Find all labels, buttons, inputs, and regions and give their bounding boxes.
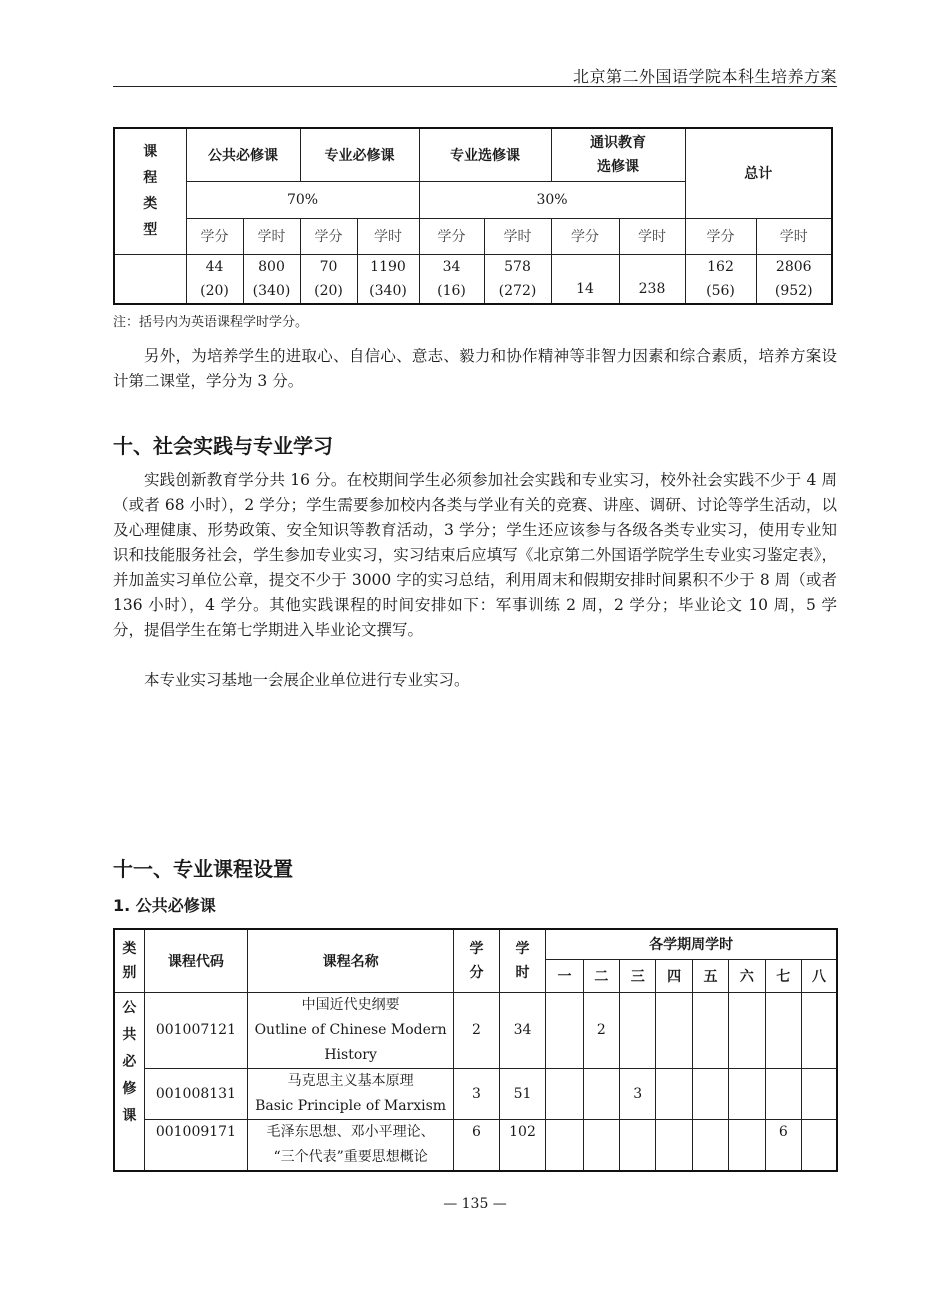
second-classroom-paragraph: 另外，为培养学生的进取心、自信心、意志、毅力和协作精神等非智力因素和综合素质，培养方案设计第二课堂，学分为 3 分。: [113, 347, 837, 390]
general-elective-hours: 238: [619, 254, 685, 304]
semester-hours: [620, 1119, 656, 1171]
semester-hours: [729, 992, 765, 1068]
credit-summary-table: [113, 127, 833, 305]
course-credits: 3: [454, 1068, 500, 1119]
semester-hours: [692, 992, 728, 1068]
semester-hours: [802, 1068, 838, 1119]
major-required-hours: 1190 (340): [357, 254, 419, 304]
credit-label: 学分: [186, 218, 243, 254]
total-hours: 2806 (952): [756, 254, 832, 304]
header-rule: [113, 86, 837, 87]
internship-base-paragraph: 本专业实习基地一会展企业单位进行专业实习。: [144, 671, 470, 689]
semester-hours: [620, 992, 656, 1068]
semester-hours: [583, 1119, 619, 1171]
general-elective-header: 通识教育 选修课: [551, 128, 685, 181]
course-name: 马克思主义基本原理 Basic Principle of Marxism: [247, 1068, 453, 1119]
semester-hours: [656, 992, 692, 1068]
semester-hours: [765, 992, 801, 1068]
semester-hours: [546, 992, 583, 1068]
values-row-header: [114, 254, 186, 304]
semester-header: 六: [729, 959, 765, 992]
credit-label: 学分: [419, 218, 484, 254]
course-name: 毛泽东思想、邓小平理论、 “三个代表”重要思想概论: [247, 1119, 453, 1171]
course-code: 001007121: [144, 992, 247, 1068]
semester-header: 一: [546, 959, 583, 992]
course-hours: 51: [499, 1068, 546, 1119]
public-required-hours: 800 (340): [243, 254, 300, 304]
public-required-credit: 44 (20): [186, 254, 243, 304]
semester-hours: [802, 992, 838, 1068]
required-percent: 70%: [186, 181, 419, 218]
hours-label: 学时: [484, 218, 551, 254]
semester-hours: [729, 1119, 765, 1171]
semester-header: 二: [583, 959, 619, 992]
semester-header: 五: [692, 959, 728, 992]
category-cell: 公 共 必 修 课: [114, 992, 144, 1171]
credit-label: 学分: [685, 218, 756, 254]
category-header: 类 别: [114, 929, 144, 992]
course-hours: 102: [499, 1119, 546, 1171]
major-required-header: 专业必修课: [300, 128, 419, 181]
semester-hours: [729, 1068, 765, 1119]
semester-hours: [546, 1068, 583, 1119]
course-table: [113, 928, 838, 1172]
credit-label: 学分: [300, 218, 357, 254]
course-credits: 2: [454, 992, 500, 1068]
semester-header: 四: [656, 959, 692, 992]
semester-hours: 2: [583, 992, 619, 1068]
semester-header: 八: [802, 959, 838, 992]
table-note: 注：括号内为英语课程学时学分。: [113, 315, 309, 330]
section-10-paragraph: 实践创新教育学分共 16 分。在校期间学生必须参加社会实践和专业实习，校外社会实践不少于 4 周（或者 68 小时），2 学分；学生需要参加校内各类与学业有关的竞赛、讲座、调研、讨论等学生活动，以及心理健康、形势政策、安全知识等教育活动，3 学分；学生还应该参与各级各类专业实习，使用专业知识和技能服务社会，学生参加专业实习，实习结束后应填写《北京第二外国语学院学生专业实习鉴定表》，并加盖实习单位公章，提交不少于 3000 字的实习总结，利用周末和假期安排时间累积不少于 8 周（或者 136 小时），4 学分。其他实践课程的时间安排如下：军事训练 2 周，2 学分；毕业论文 10 周，5 学分，提倡学生在第七学期进入毕业论文撰写。: [113, 471, 837, 639]
course-code: 001009171: [144, 1119, 247, 1171]
course-hours: 34: [499, 992, 546, 1068]
hours-header: 学 时: [499, 929, 546, 992]
table-row: [114, 1119, 837, 1171]
course-credits: 6: [454, 1119, 500, 1171]
hours-label: 学时: [243, 218, 300, 254]
semester-hours: [692, 1068, 728, 1119]
course-name: 中国近代史纲要 Outline of Chinese Modern History: [247, 992, 453, 1068]
course-type-header: 课 程 类 型: [114, 128, 186, 254]
course-code: 001008131: [144, 1068, 247, 1119]
semester-hours: [802, 1119, 838, 1171]
section-10-heading: 十、社会实践与专业学习: [113, 434, 333, 458]
code-header: 课程代码: [144, 929, 247, 992]
public-required-subheading: 1. 公共必修课: [113, 896, 216, 915]
running-header: 北京第二外国语学院本科生培养方案: [572, 67, 837, 86]
credit-label: 学分: [551, 218, 619, 254]
hours-label: 学时: [756, 218, 832, 254]
major-required-credit: 70 (20): [300, 254, 357, 304]
table-row: [114, 1068, 837, 1119]
major-elective-header: 专业选修课: [419, 128, 551, 181]
weekly-hours-header: 各学期周学时: [546, 929, 837, 959]
page-number: — 135 —: [443, 1196, 507, 1212]
semester-hours: [656, 1119, 692, 1171]
semester-hours: [583, 1068, 619, 1119]
semester-header: 七: [765, 959, 801, 992]
general-elective-credit: 14: [551, 254, 619, 304]
table-row: [114, 992, 837, 1068]
name-header: 课程名称: [247, 929, 453, 992]
major-elective-credit: 34 (16): [419, 254, 484, 304]
semester-header: 三: [620, 959, 656, 992]
total-header: 总计: [685, 128, 832, 218]
credits-header: 学 分: [454, 929, 500, 992]
hours-label: 学时: [619, 218, 685, 254]
semester-hours: [692, 1119, 728, 1171]
section-11-heading: 十一、专业课程设置: [113, 857, 293, 881]
hours-label: 学时: [357, 218, 419, 254]
major-elective-hours: 578 (272): [484, 254, 551, 304]
public-required-header: 公共必修课: [186, 128, 300, 181]
total-credit: 162 (56): [685, 254, 756, 304]
elective-percent: 30%: [419, 181, 685, 218]
semester-hours: [656, 1068, 692, 1119]
semester-hours: 6: [765, 1119, 801, 1171]
semester-hours: [546, 1119, 583, 1171]
semester-hours: [765, 1068, 801, 1119]
semester-hours: 3: [620, 1068, 656, 1119]
